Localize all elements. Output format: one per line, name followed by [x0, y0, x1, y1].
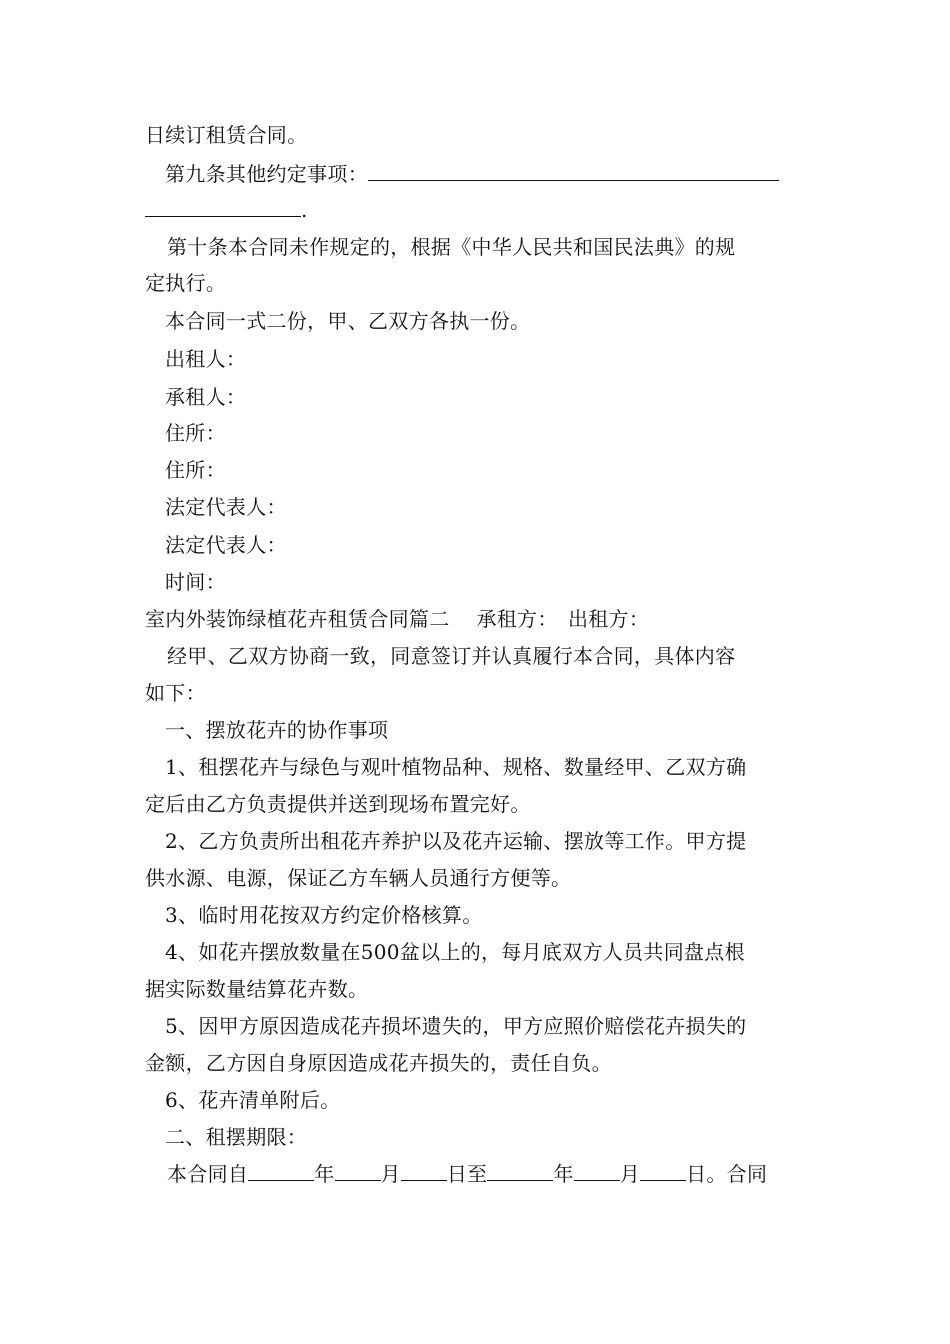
text-fragment: 年	[553, 1162, 574, 1186]
clause-label: 第九条其他约定事项：	[165, 162, 368, 186]
paragraph-line: 经甲、乙双方协商一致，同意签订并认真履行本合同，具体内容	[167, 644, 736, 668]
blank-underline	[335, 1160, 381, 1181]
signature-label: 时间：	[165, 570, 226, 594]
text-fragment: 日。合同	[686, 1162, 768, 1186]
paragraph-line	[167, 1160, 767, 1187]
paragraph-line: 定后由乙方负责提供并送到现场布置完好。	[145, 792, 531, 816]
paragraph-line: 日续订租赁合同。	[145, 123, 308, 147]
section-heading: 二、租摆期限：	[165, 1125, 308, 1149]
paragraph-line: 据实际数量结算花卉数。	[145, 977, 369, 1001]
period-text: .	[301, 198, 308, 222]
text-fragment: 本合同自	[167, 1162, 249, 1186]
list-item: 4、如花卉摆放数量在500盆以上的，每月底双方人员共同盘点根	[165, 940, 745, 964]
blank-underline	[487, 1160, 553, 1181]
blank-underline	[401, 1160, 447, 1181]
signature-label: 出租人：	[165, 347, 247, 371]
blank-underline	[640, 1160, 686, 1181]
text-fragment: 日至	[446, 1162, 488, 1186]
list-item: 1、租摆花卉与绿色与观叶植物品种、规格、数量经甲、乙双方确	[165, 755, 747, 779]
signature-label: 法定代表人：	[165, 495, 287, 519]
blank-underline	[248, 1160, 314, 1181]
text-fragment: 月	[380, 1162, 401, 1186]
section-title: 室内外装饰绿植花卉租赁合同篇二 承租方： 出租方：	[145, 607, 650, 631]
paragraph-line: 如下：	[145, 681, 206, 705]
paragraph-line	[145, 196, 308, 223]
signature-label: 法定代表人：	[165, 533, 287, 557]
paragraph-line: 本合同一式二份，甲、乙双方各执一份。	[165, 309, 531, 333]
signature-label: 住所：	[165, 421, 226, 445]
signature-label: 住所：	[165, 458, 226, 482]
blank-underline	[574, 1160, 620, 1181]
section-heading: 一、摆放花卉的协作事项	[165, 718, 389, 742]
list-item: 5、因甲方原因造成花卉损坏遗失的，甲方应照价赔偿花卉损失的	[165, 1014, 747, 1038]
text-fragment: 月	[619, 1162, 641, 1186]
list-item: 3、临时用花按双方约定价格核算。	[165, 903, 483, 927]
list-item: 6、花卉清单附后。	[165, 1088, 341, 1112]
blank-underline	[145, 196, 301, 217]
paragraph-line: 供水源、电源，保证乙方车辆人员通行方便等。	[145, 866, 572, 890]
list-item: 2、乙方负责所出租花卉养护以及花卉运输、摆放等工作。甲方提	[165, 829, 747, 853]
blank-underline	[368, 160, 779, 181]
signature-label: 承租人：	[165, 385, 247, 409]
paragraph-line: 定执行。	[145, 271, 227, 295]
paragraph-line: 金额，乙方因自身原因造成花卉损失的，责任自负。	[145, 1051, 612, 1075]
text-fragment: 年	[314, 1162, 335, 1186]
paragraph-line: 第十条本合同未作规定的，根据《中华人民共和国民法典》的规	[167, 235, 736, 259]
paragraph-line	[165, 160, 779, 187]
